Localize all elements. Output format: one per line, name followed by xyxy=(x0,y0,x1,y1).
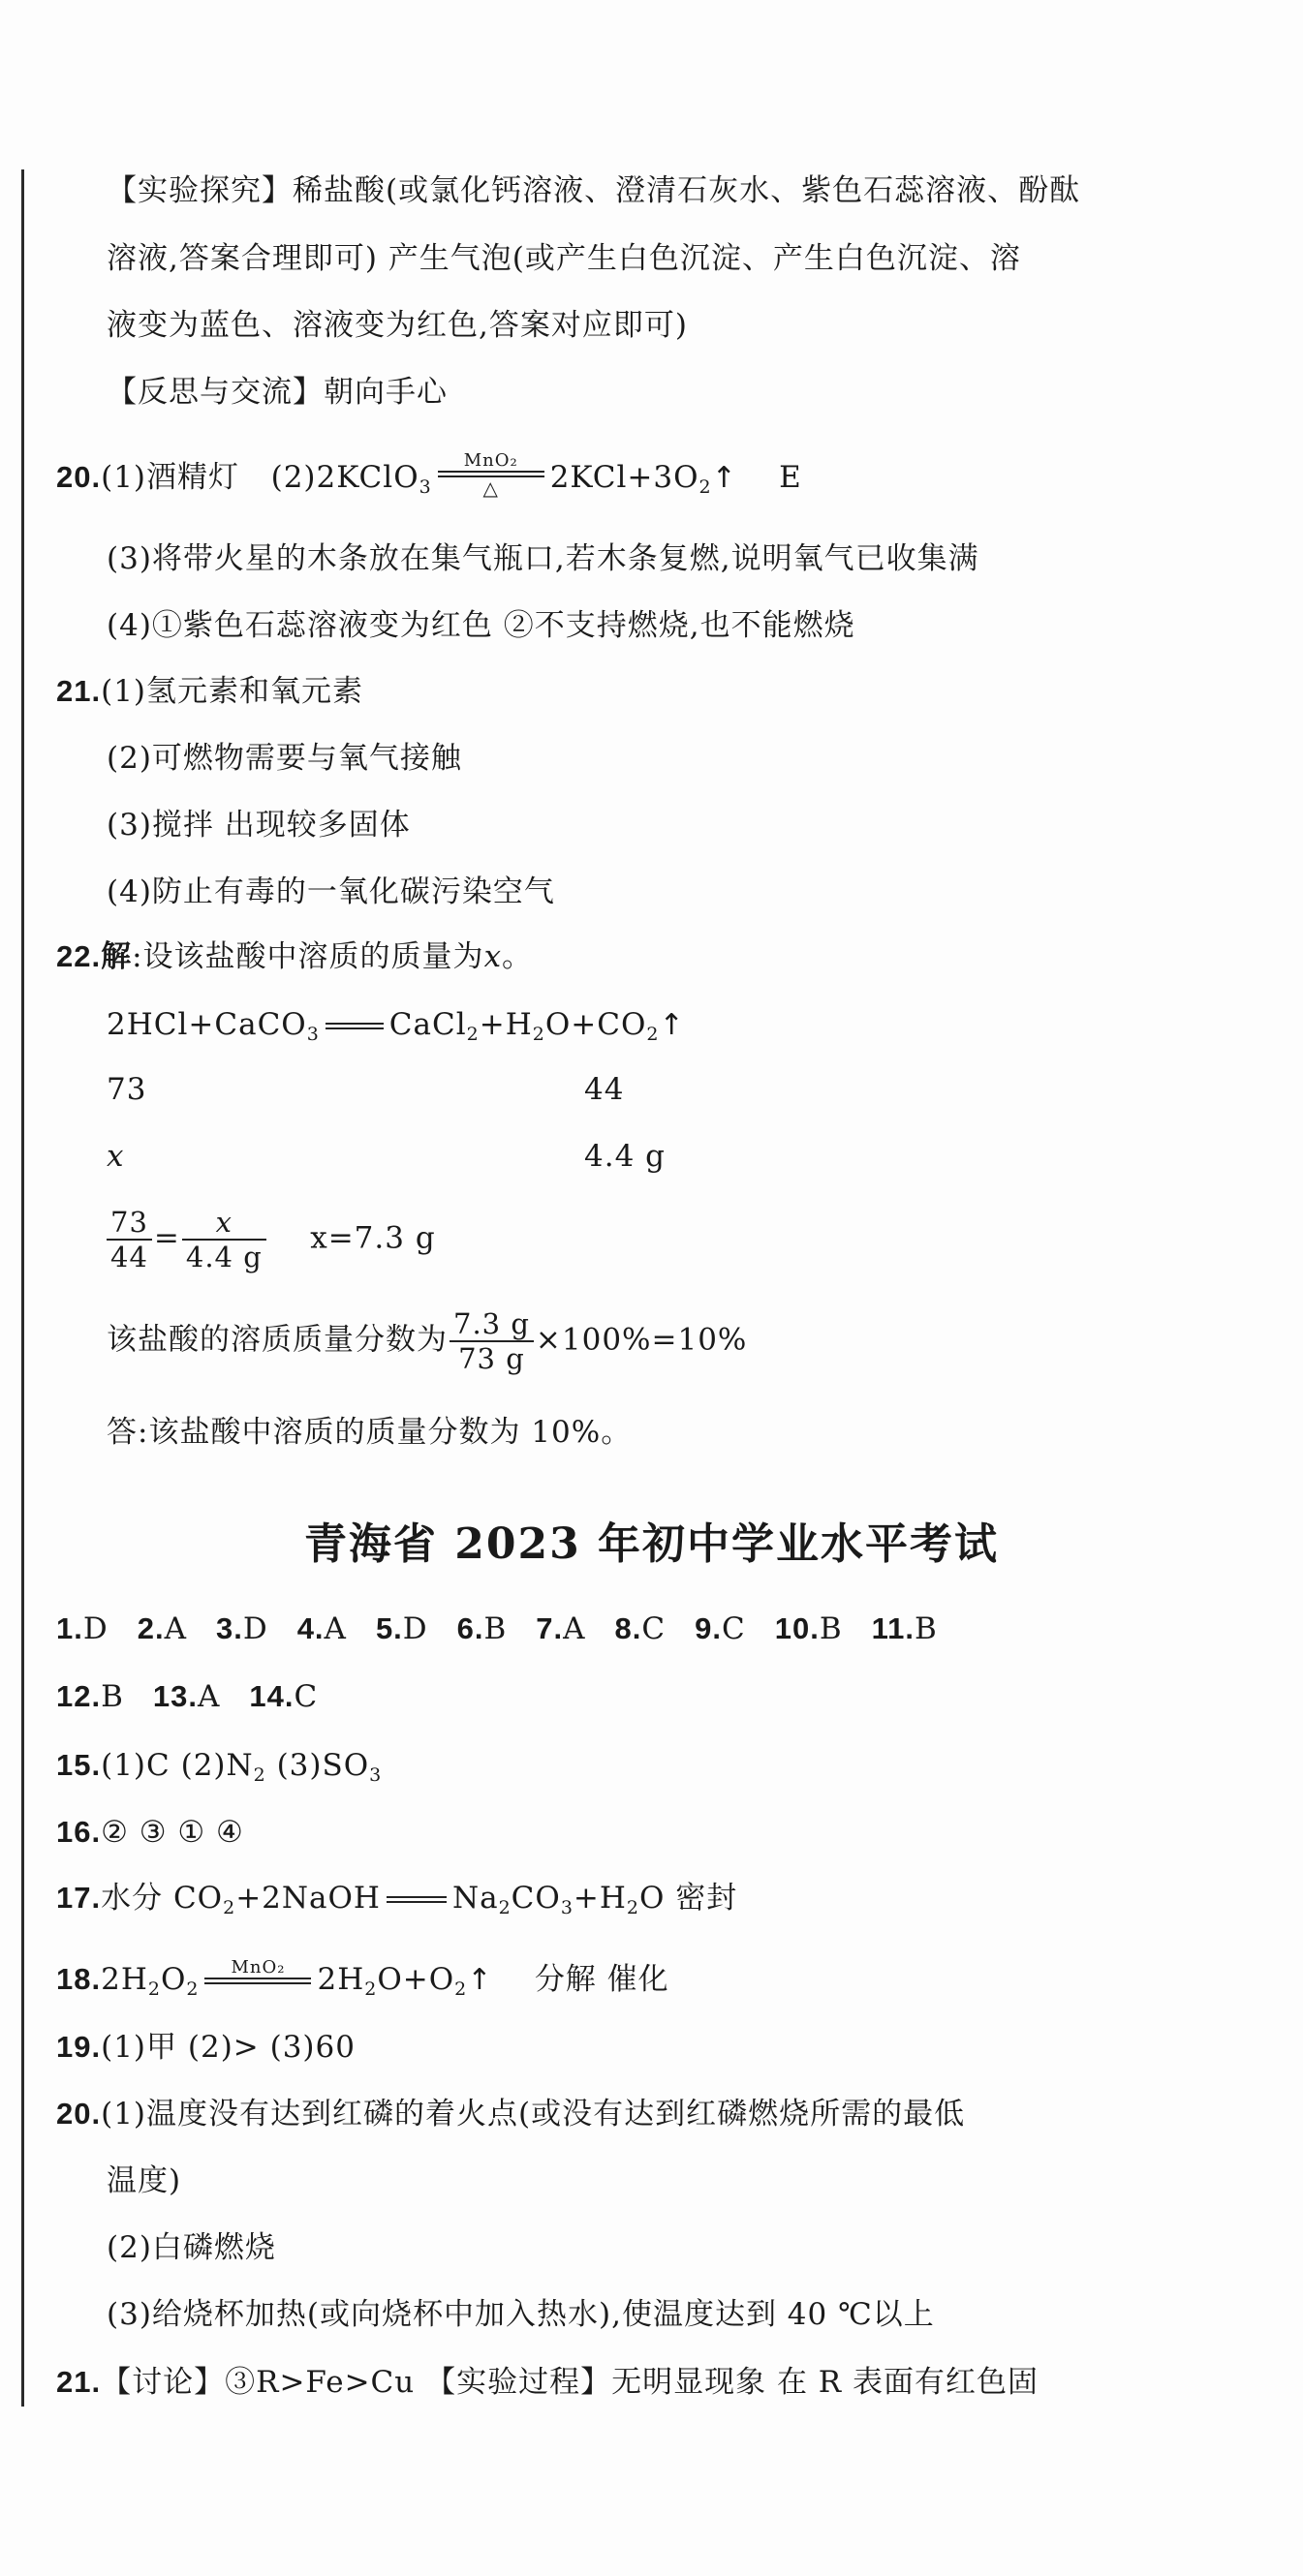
mc-answer-letter: A xyxy=(324,1611,347,1646)
q19-answer: (1)甲 (2)> (3)60 xyxy=(101,2030,356,2065)
question-number: 19. xyxy=(56,2030,102,2064)
q18-line xyxy=(56,1957,669,2009)
equation-product: +H xyxy=(479,1007,533,1042)
subscript: 3 xyxy=(419,476,432,498)
q17-answer: O 密封 xyxy=(639,1881,738,1916)
q21-line-2: (2)可燃物需要与氧气接触 xyxy=(107,741,462,776)
q16-answer: ② ③ ① ④ xyxy=(101,1815,244,1850)
q21-line-3: (3)搅拌 出现较多固体 xyxy=(107,808,411,843)
mc-answer-item xyxy=(615,1611,667,1646)
numerator: 73 xyxy=(107,1206,152,1241)
question-number: 2. xyxy=(137,1611,165,1645)
q21b-line-1 xyxy=(56,2363,1039,2402)
q19-line-3: 液变为蓝色、溶液变为红色,答案对应即可) xyxy=(107,308,688,343)
denominator: 4.4 g xyxy=(185,1241,263,1273)
question-number: 20. xyxy=(56,460,102,494)
question-number: 18. xyxy=(56,1962,102,1996)
q20b-line-4: (3)给烧杯加热(或向烧杯中加入热水),使温度达到 40 ℃以上 xyxy=(107,2297,935,2332)
q15-answer: (1)C (2)N xyxy=(101,1748,254,1783)
question-number: 13. xyxy=(152,1679,198,1713)
mc-answer-item xyxy=(216,1611,268,1646)
q20b-part1: (1)温度没有达到红磷的着火点(或没有达到红磷燃烧所需的最低 xyxy=(101,2097,966,2131)
gas-arrow-icon: ↑ xyxy=(467,1963,493,1997)
mc-answer-item xyxy=(872,1611,938,1646)
mc-answer-item xyxy=(376,1611,428,1646)
denominator: 73 g xyxy=(458,1342,525,1375)
punctuation: 。 xyxy=(502,939,534,974)
variable: x xyxy=(483,939,503,974)
q22-ratio-left-2: x xyxy=(107,1139,125,1174)
q21-line-1 xyxy=(56,672,363,711)
question-number: 14. xyxy=(249,1679,295,1713)
subscript: 2 xyxy=(253,1764,266,1786)
question-number: 4. xyxy=(296,1611,325,1645)
equation-reactants: 2HCl+CaCO xyxy=(107,1007,307,1042)
solution-label: 解 xyxy=(101,939,133,973)
fraction xyxy=(182,1206,266,1273)
subscript: 2 xyxy=(223,1897,236,1918)
numerator: x xyxy=(182,1206,266,1241)
q17-answer: 水分 CO xyxy=(101,1881,224,1916)
q20-part2-reactant: (2)2KClO xyxy=(270,460,419,495)
q22-answer: 答:该盐酸中溶质的质量分数为 10%。 xyxy=(107,1415,633,1450)
mc-answer-letter: C xyxy=(294,1679,319,1714)
q18-answer: 2H xyxy=(101,1962,148,1997)
mc-answers-row-2 xyxy=(56,1677,347,1716)
subscript: 2 xyxy=(186,1978,200,2000)
q19-line-4: 【反思与交流】朝向手心 xyxy=(107,375,448,410)
q22-percentage xyxy=(107,1307,747,1375)
q22-ratio-right-1: 44 xyxy=(584,1072,625,1107)
q18-answer: O+O xyxy=(377,1962,455,1997)
numerator: 7.3 g xyxy=(450,1307,534,1342)
q17-line xyxy=(56,1879,737,1927)
mc-answer-item xyxy=(56,1611,109,1646)
subscript: 2 xyxy=(466,1024,480,1045)
equals-sign xyxy=(387,1896,447,1903)
mc-answer-letter: A xyxy=(563,1611,586,1646)
subscript: 2 xyxy=(147,1978,161,2000)
fraction xyxy=(450,1307,534,1375)
q20-part2-product: 2KCl+3O xyxy=(549,460,699,495)
mc-answer-letter: D xyxy=(242,1611,268,1646)
q19-line-1: 【实验探究】稀盐酸(或氯化钙溶液、澄清石灰水、紫色石蕊溶液、酚酞 xyxy=(107,173,1081,208)
mc-answer-letter: A xyxy=(164,1611,187,1646)
mc-answer-item xyxy=(457,1611,508,1646)
equals-bars xyxy=(326,1023,384,1029)
fraction xyxy=(107,1206,152,1273)
question-number: 12. xyxy=(56,1679,102,1713)
question-number: 10. xyxy=(774,1611,820,1645)
q20b-line-2: 温度) xyxy=(107,2163,182,2198)
subscript: 2 xyxy=(626,1897,640,1918)
q22-ratio-left-1: 73 xyxy=(107,1072,147,1107)
mc-answer-item xyxy=(153,1679,221,1714)
question-number: 9. xyxy=(695,1611,722,1645)
equation-product: O+CO xyxy=(544,1007,647,1042)
heat-symbol: △ xyxy=(482,476,499,500)
mc-answer-item xyxy=(297,1611,347,1646)
question-number: 16. xyxy=(56,1815,102,1849)
q19b-line xyxy=(56,2028,356,2067)
q16-line xyxy=(56,1813,244,1852)
percentage-result: ×100%=10% xyxy=(535,1322,748,1358)
q22-line-1 xyxy=(56,937,533,976)
question-number: 6. xyxy=(456,1611,484,1645)
subscript: 3 xyxy=(369,1764,383,1786)
mc-answer-letter: B xyxy=(101,1679,124,1714)
mc-answer-letter: B xyxy=(915,1611,938,1646)
mc-answer-letter: C xyxy=(722,1611,746,1646)
mc-answer-letter: B xyxy=(819,1611,843,1646)
question-number: 21. xyxy=(56,2365,102,2399)
q20-line-3: (4)①紫色石蕊溶液变为红色 ②不支持燃烧,也不能燃烧 xyxy=(107,608,855,643)
mc-answer-letter: A xyxy=(198,1679,221,1714)
equals-bars xyxy=(204,1978,311,1984)
mc-answer-item xyxy=(249,1679,318,1714)
percentage-label: 该盐酸的溶质质量分数为 xyxy=(107,1322,448,1358)
q17-answer: Na xyxy=(451,1881,499,1916)
question-number: 22. xyxy=(56,939,102,973)
subscript: 2 xyxy=(454,1978,468,2000)
q22-setup: :设该盐酸中溶质的质量为 xyxy=(132,939,484,974)
q17-answer: +H xyxy=(573,1881,627,1916)
mc-answer-letter: B xyxy=(483,1611,508,1646)
q20-part2-device: E xyxy=(779,460,802,495)
q17-answer: CO xyxy=(511,1881,561,1916)
q20-line-1 xyxy=(56,450,802,506)
equals-bars xyxy=(387,1896,447,1903)
subscript: 2 xyxy=(498,1897,512,1918)
mc-answer-item xyxy=(775,1611,843,1646)
q22-equation xyxy=(107,1005,685,1054)
mc-answer-item xyxy=(138,1611,187,1646)
question-number: 5. xyxy=(375,1611,403,1645)
question-number: 8. xyxy=(614,1611,642,1645)
question-number: 11. xyxy=(871,1611,915,1645)
gas-arrow-icon: ↑ xyxy=(659,1008,685,1042)
question-number: 7. xyxy=(536,1611,564,1645)
q22-result: x=7.3 g xyxy=(310,1220,436,1256)
q19-line-2: 溶液,答案合理即可) 产生气泡(或产生白色沉淀、产生白色沉淀、溶 xyxy=(107,241,1021,276)
question-number: 15. xyxy=(56,1748,102,1782)
q21-part1: (1)氢元素和氧元素 xyxy=(101,674,364,709)
question-number: 21. xyxy=(56,674,102,708)
q21-line-4: (4)防止有毒的一氧化碳污染空气 xyxy=(107,874,555,909)
subscript: 2 xyxy=(646,1024,660,1045)
mc-answer-item xyxy=(536,1611,585,1646)
subscript: 2 xyxy=(364,1978,378,2000)
question-number: 20. xyxy=(56,2097,102,2131)
catalyst-label: MnO₂ xyxy=(231,1957,286,1978)
q22-proportion xyxy=(105,1206,436,1273)
catalyst-label: MnO₂ xyxy=(463,450,518,471)
q15-answer: (3)SO xyxy=(265,1748,370,1783)
question-number: 17. xyxy=(56,1881,102,1915)
mc-answers-row-1 xyxy=(56,1610,967,1648)
mc-answer-letter: D xyxy=(402,1611,428,1646)
equation-product: CaCl xyxy=(388,1007,467,1042)
subscript: 3 xyxy=(560,1897,574,1918)
gas-arrow-icon: ↑ xyxy=(711,461,737,495)
subscript: 3 xyxy=(306,1024,320,1045)
q20b-line-1 xyxy=(56,2095,965,2133)
equals: = xyxy=(153,1220,180,1256)
q18-answer: 分解 催化 xyxy=(534,1962,669,1997)
q22-ratio-right-2: 4.4 g xyxy=(584,1139,666,1174)
q17-answer: +2NaOH xyxy=(235,1881,381,1916)
reaction-condition xyxy=(438,451,544,499)
mc-answer-letter: D xyxy=(82,1611,109,1646)
denominator: 44 xyxy=(110,1241,148,1273)
mc-answer-item xyxy=(695,1611,746,1646)
question-number: 1. xyxy=(56,1611,83,1645)
reaction-condition xyxy=(204,1958,311,1984)
q18-answer: O xyxy=(160,1962,187,1997)
mc-answer-item xyxy=(56,1679,124,1714)
q20b-line-3: (2)白磷燃烧 xyxy=(107,2230,276,2265)
subscript: 2 xyxy=(698,476,712,498)
q18-answer: 2H xyxy=(317,1962,365,1997)
q20-line-2: (3)将带火星的木条放在集气瓶口,若木条复燃,说明氧气已收集满 xyxy=(107,541,979,576)
left-margin-rule xyxy=(21,169,24,2407)
q15-line xyxy=(56,1746,382,1794)
subscript: 2 xyxy=(532,1024,545,1045)
question-number: 3. xyxy=(215,1611,243,1645)
equals-sign xyxy=(326,1023,384,1029)
mc-answer-letter: C xyxy=(641,1611,667,1646)
section-title: 青海省 2023 年初中学业水平考试 xyxy=(303,1519,1000,1569)
q20-part1: (1)酒精灯 xyxy=(101,460,240,495)
q21b-answer: 【讨论】③R>Fe>Cu 【实验过程】无明显现象 在 R 表面有红色固 xyxy=(101,2365,1039,2400)
